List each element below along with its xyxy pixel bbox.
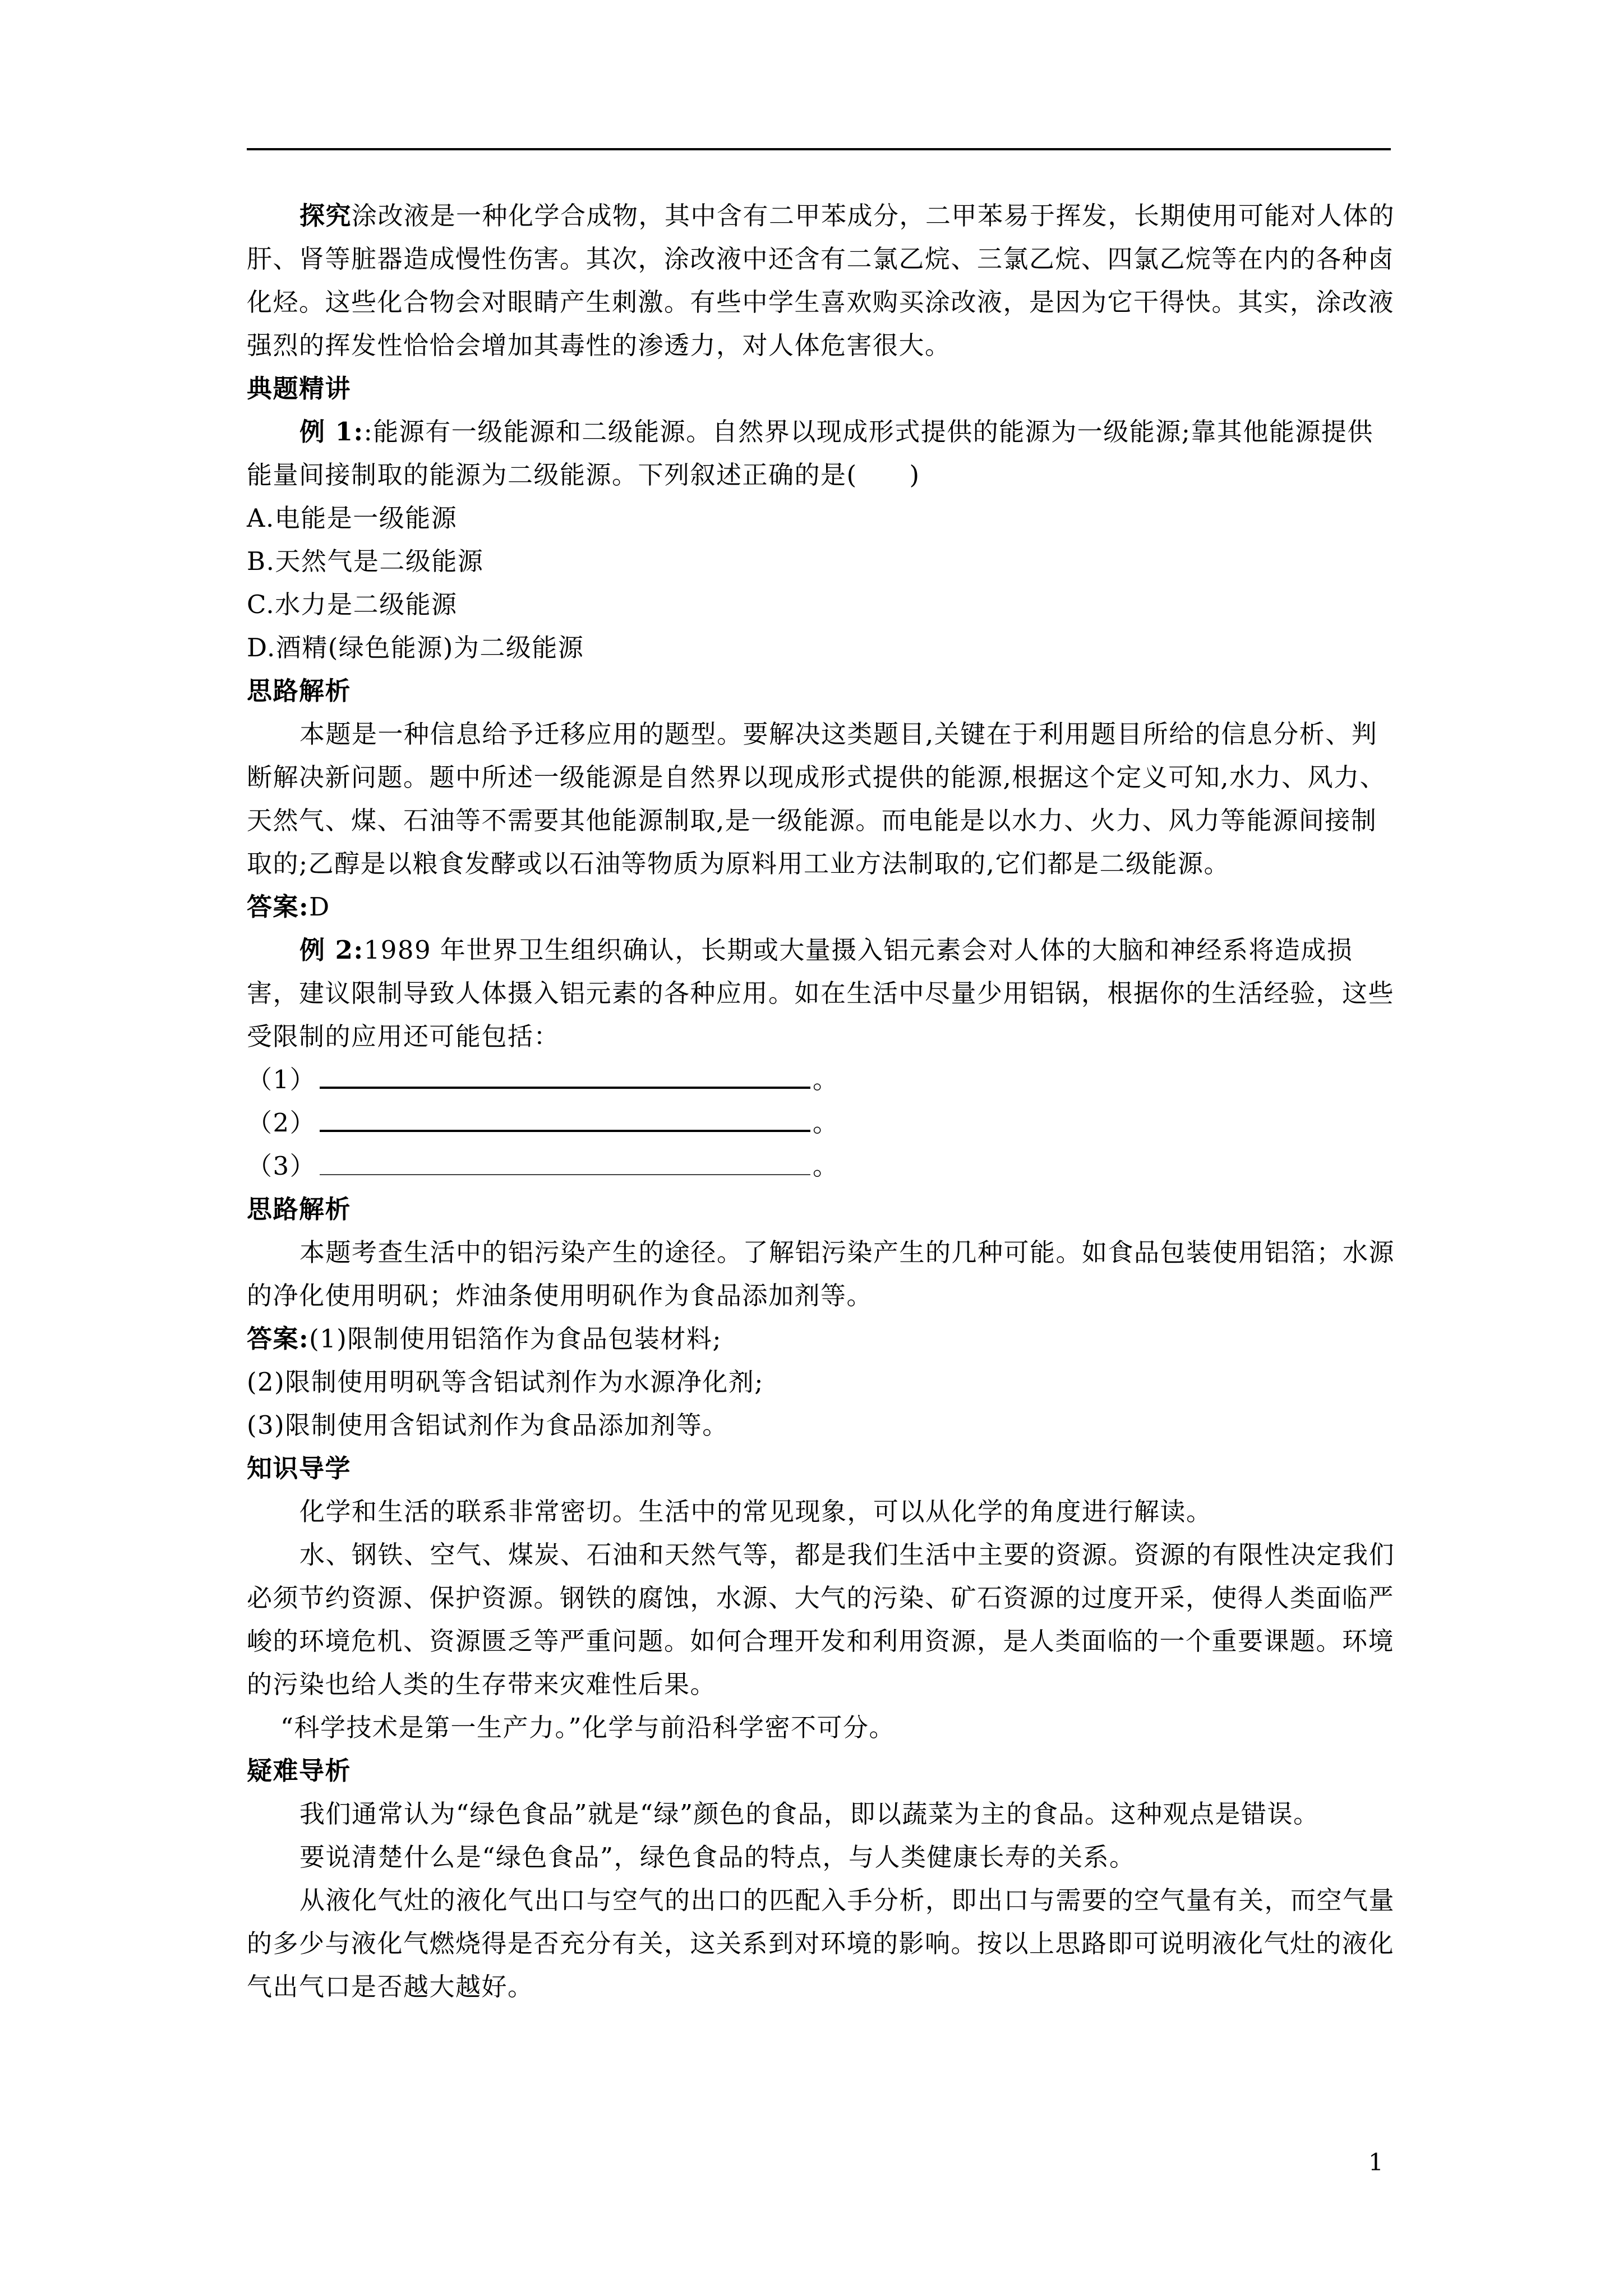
blank-label-2: （2） [247, 1108, 316, 1138]
example1-answer-label: 答案: [247, 892, 310, 922]
section-heading-difficulty: 疑难导析 [247, 1756, 352, 1786]
example2-blank-3 [247, 1144, 1396, 1188]
answer-blank-line [320, 1174, 810, 1175]
blank-label-1: （1） [247, 1065, 316, 1094]
knowledge-paragraph-1: 化学和生活的联系非常密切。生活中的常见现象，可以从化学的角度进行解读。 [299, 1497, 1212, 1526]
example2-answer-item-3: (3)限制使用含铝试剂作为食品添加剂等。 [247, 1410, 728, 1440]
difficulty-paragraph-3: 从液化气灶的液化气出口与空气的出口的匹配入手分析，即出口与需要的空气量有关，而空气量的多少与液化气燃烧得是否充分有关，这关系到对环境的影响。按以上思路即可说明液化气灶的液化气出气口是否越大越好。 [247, 1885, 1395, 2001]
document-body [247, 194, 1396, 2008]
example2-question [247, 928, 1396, 1058]
example1-text: :能源有一级能源和二级能源。自然界以现成形式提供的能源为一级能源;靠其他能源提供能量间接制取的能源为二级能源。下列叙述正确的是( ) [247, 417, 1373, 490]
explore-label: 探究 [299, 201, 352, 231]
blank-end: 。 [813, 1151, 839, 1181]
blank-label-3: （3） [247, 1151, 316, 1181]
explore-paragraph [247, 194, 1396, 367]
example2-blank-1 [247, 1058, 1396, 1101]
page-number: 1 [1368, 2148, 1384, 2176]
section-heading-typical: 典题精讲 [247, 374, 352, 403]
example1-option-b: B.天然气是二级能源 [247, 546, 484, 576]
example2-label: 例 2: [299, 935, 364, 965]
explore-text: 涂改液是一种化学合成物，其中含有二甲苯成分，二甲苯易于挥发，长期使用可能对人体的肝、肾等脏器造成慢性伤害。其次，涂改液中还含有二氯乙烷、三氯乙烷、四氯乙烷等在内的各种卤化烃。这些化合物会对眼睛产生刺激。有些中学生喜欢购买涂改液，是因为它干得快。其实，涂改液强烈的挥发性恰恰会增加其毒性的渗透力，对人体危害很大。 [247, 201, 1395, 360]
example2-analysis-heading: 思路解析 [247, 1194, 352, 1224]
example2-answer-item-2: (2)限制使用明矾等含铝试剂作为水源净化剂; [247, 1367, 764, 1397]
example1-option-d: D.酒精(绿色能源)为二级能源 [247, 633, 584, 662]
example1-analysis-heading: 思路解析 [247, 676, 352, 706]
answer-blank-line [320, 1130, 810, 1132]
example1-analysis-text: 本题是一种信息给予迁移应用的题型。要解决这类题目,关键在于利用题目所给的信息分析、判断解决新问题。题中所述一级能源是自然界以现成形式提供的能源,根据这个定义可知,水力、风力、天然气、煤、石油等不需要其他能源制取,是一级能源。而电能是以水力、火力、风力等能源间接制取的;乙醇是以粮食发酵或以石油等物质为原料用工业方法制取的,它们都是二级能源。 [247, 719, 1386, 878]
blank-end: 。 [813, 1065, 839, 1094]
section-heading-knowledge: 知识导学 [247, 1453, 352, 1483]
example1-label: 例 1: [299, 417, 364, 447]
answer-blank-line [320, 1087, 810, 1089]
blank-end: 。 [813, 1108, 839, 1138]
difficulty-paragraph-1: 我们通常认为“绿色食品”就是“绿”颜色的食品，即以蔬菜为主的食品。这种观点是错误。 [299, 1799, 1320, 1829]
example2-analysis-text: 本题考查生活中的铝污染产生的途径。了解铝污染产生的几种可能。如食品包装使用铝箔；水源的净化使用明矾；炸油条使用明矾作为食品添加剂等。 [247, 1237, 1395, 1310]
example2-answer-1 [247, 1317, 1396, 1360]
example1-question [247, 410, 1396, 496]
header-rule [247, 148, 1391, 150]
example1-option-c: C.水力是二级能源 [247, 590, 458, 619]
example2-answer-label: 答案: [247, 1324, 310, 1354]
example1-answer-value: D [309, 892, 330, 922]
example2-text: 1989 年世界卫生组织确认，长期或大量摄入铝元素会对人体的大脑和神经系将造成损害，建议限制导致人体摄入铝元素的各种应用。如在生活中尽量少用铝锅，根据你的生活经验，这些受限制的应用还可能包括： [247, 935, 1395, 1051]
knowledge-paragraph-2: 水、钢铁、空气、煤炭、石油和天然气等，都是我们生活中主要的资源。资源的有限性决定我们必须节约资源、保护资源。钢铁的腐蚀，水源、大气的污染、矿石资源的过度开采，使得人类面临严峻的环境危机、资源匮乏等严重问题。如何合理开发和利用资源，是人类面临的一个重要课题。环境的污染也给人类的生存带来灾难性后果。 [247, 1540, 1395, 1699]
example2-answer-item-1: (1)限制使用铝箔作为食品包装材料; [309, 1324, 722, 1354]
difficulty-paragraph-2: 要说清楚什么是“绿色食品”，绿色食品的特点，与人类健康长寿的关系。 [299, 1842, 1136, 1872]
example1-option-a: A.电能是一级能源 [247, 503, 458, 533]
knowledge-paragraph-3: “科学技术是第一生产力。”化学与前沿科学密不可分。 [280, 1713, 896, 1742]
example2-blank-2 [247, 1101, 1396, 1144]
example1-answer [247, 885, 1396, 928]
